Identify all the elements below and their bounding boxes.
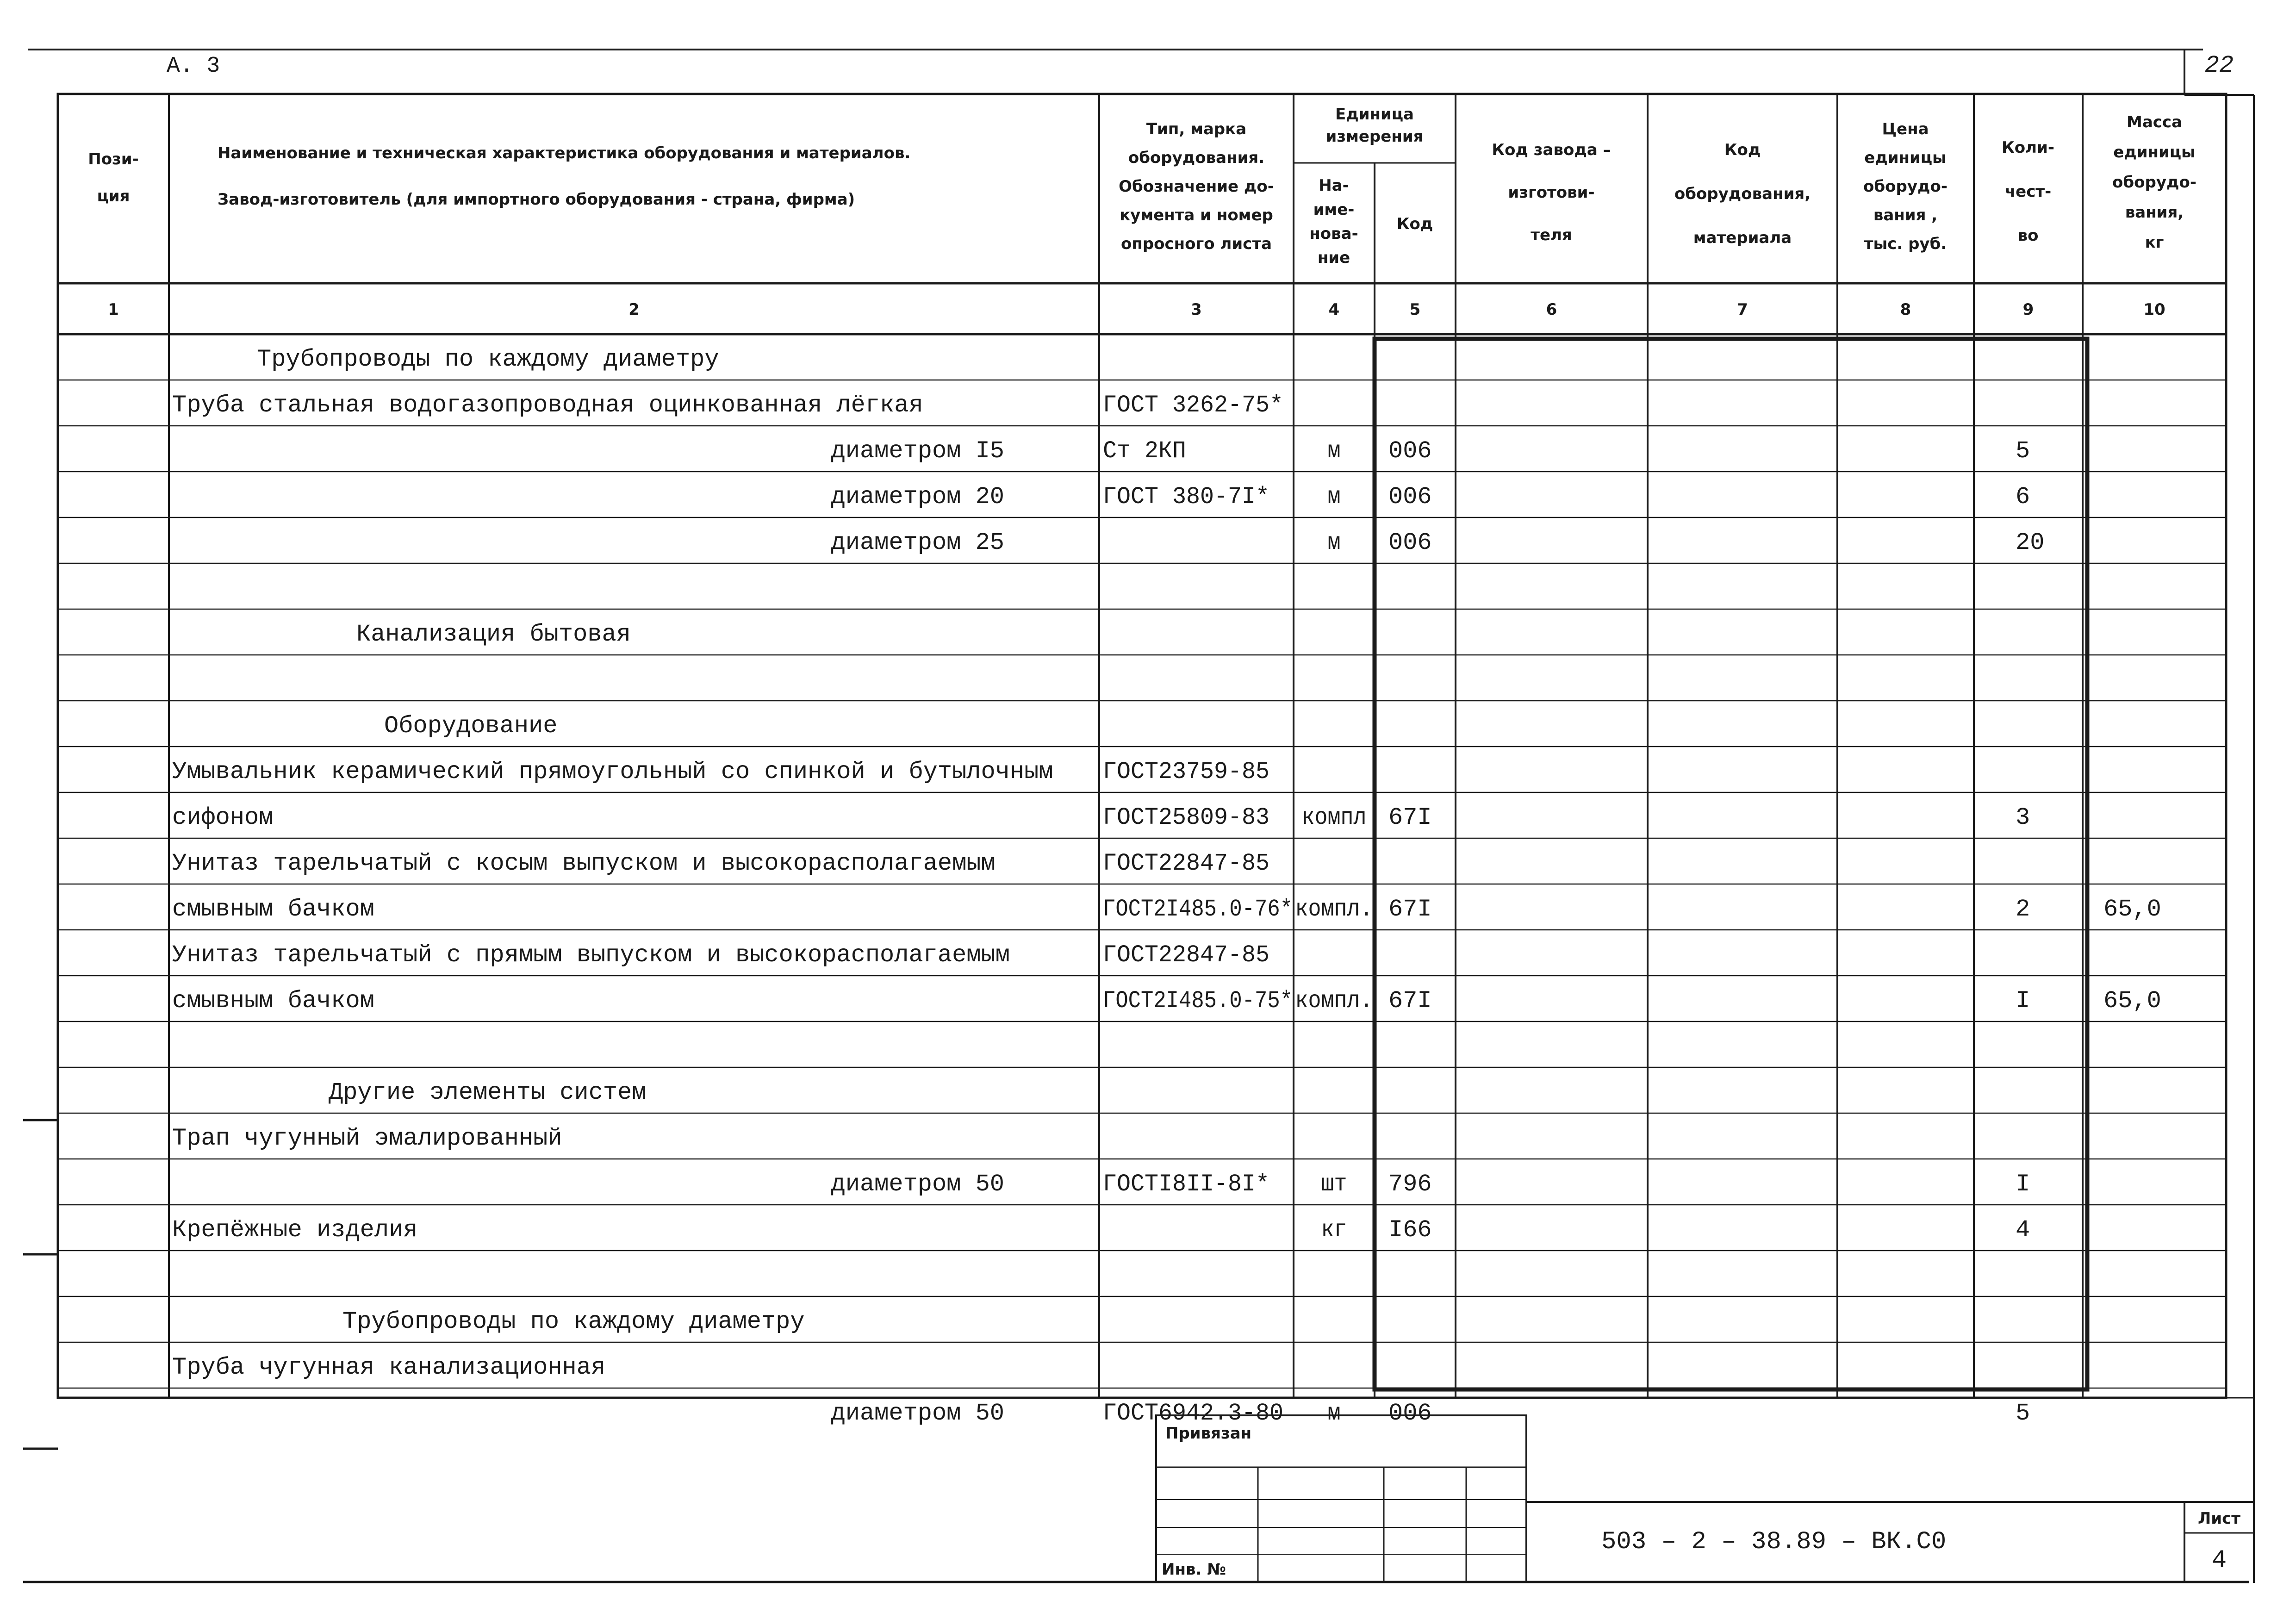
- column-number: 1: [108, 300, 119, 319]
- item-name: диаметром 50: [831, 1400, 1004, 1427]
- table-row: [172, 804, 2030, 831]
- item-unit: м: [1327, 1400, 1341, 1427]
- table-border: [58, 94, 2226, 1398]
- header-equipment-code: материала: [1693, 229, 1792, 247]
- item-unit: компл.: [1295, 896, 1373, 923]
- table-row: [172, 758, 1269, 785]
- item-name: Трубопроводы по каждому диаметру: [342, 1308, 805, 1335]
- item-document: ГОСТ25809-83: [1103, 804, 1269, 831]
- header-unit-name: нова-: [1309, 224, 1358, 243]
- header-mass: кг: [2145, 233, 2164, 252]
- item-quantity: I: [2016, 987, 2030, 1015]
- column-number: 2: [628, 300, 640, 319]
- item-document: ГОСТI8II-8I*: [1103, 1171, 1269, 1198]
- item-name: Унитаз тарельчатый с косым выпуском и высокорасполагаемым: [172, 850, 996, 877]
- header-unit-name: ние: [1317, 249, 1350, 267]
- item-document: ГОСТ22847-85: [1103, 850, 1269, 877]
- item-unit-code: 67I: [1388, 987, 1432, 1015]
- header-factory-code: теля: [1531, 226, 1572, 244]
- header-price: тыс. руб.: [1864, 235, 1947, 253]
- sheet-number: 4: [2211, 1546, 2227, 1575]
- item-unit-code: 006: [1388, 529, 1432, 556]
- item-name: Трап чугунный эмалированный: [172, 1125, 562, 1152]
- header-factory-code: Код завода –: [1492, 141, 1611, 159]
- column-number: 6: [1546, 300, 1557, 319]
- header-quantity: чест-: [2004, 182, 2052, 201]
- header-price: Цена: [1882, 120, 1929, 138]
- item-name: диаметром I5: [831, 437, 1004, 465]
- item-unit: шт: [1321, 1171, 1347, 1198]
- header-price: оборудо-: [1863, 177, 1948, 196]
- header-price: вания ,: [1873, 206, 1938, 224]
- table-row: [831, 483, 2030, 511]
- item-document: Ст 2КП: [1103, 437, 1186, 465]
- table-row: [172, 1354, 605, 1381]
- table-row: [831, 1400, 2030, 1427]
- header-mass: Масса: [2126, 113, 2183, 131]
- header-document: Обозначение до-: [1119, 177, 1274, 196]
- item-name: Труба стальная водогазопроводная оцинкованная лёгкая: [172, 392, 923, 419]
- header-document: опросного листа: [1120, 235, 1272, 253]
- item-document: ГОСТ23759-85: [1103, 758, 1269, 785]
- item-unit: компл.: [1295, 987, 1373, 1015]
- table-row: [172, 941, 1269, 969]
- item-mass: 65,0: [2103, 896, 2161, 923]
- table-row: [356, 621, 631, 648]
- item-document: ГОСТ2I485.0-76*: [1103, 896, 1293, 923]
- item-unit-code: 796: [1388, 1171, 1432, 1198]
- header-unit-name: име-: [1313, 200, 1355, 219]
- column-number: 3: [1191, 300, 1202, 319]
- item-name: Труба чугунная канализационная: [172, 1354, 606, 1381]
- item-unit-code: 67I: [1388, 896, 1432, 923]
- stamp-linked-label: Привязан: [1165, 1424, 1252, 1443]
- item-unit-code: 67I: [1388, 804, 1432, 831]
- table-row: [831, 1171, 2030, 1198]
- column-number: 4: [1328, 300, 1340, 319]
- column-number: 10: [2143, 300, 2165, 319]
- header-factory-code: изготови-: [1508, 183, 1595, 202]
- item-name: Оборудование: [384, 712, 558, 740]
- header-price: единицы: [1864, 149, 1947, 167]
- item-name: смывным бачком: [172, 987, 374, 1015]
- item-unit-code: 006: [1388, 437, 1432, 465]
- item-quantity: 6: [2016, 483, 2030, 511]
- header-document: Тип, марка: [1146, 120, 1247, 138]
- item-name: диаметром 50: [831, 1171, 1004, 1198]
- header-document: оборудования.: [1128, 149, 1265, 167]
- item-name: Другие элементы систем: [329, 1079, 647, 1106]
- table-row: [384, 712, 557, 740]
- item-quantity: 4: [2016, 1216, 2030, 1244]
- item-document: ГОСТ22847-85: [1103, 941, 1269, 969]
- item-document: ГОСТ 380-7I*: [1103, 483, 1269, 511]
- header-name: Завод-изготовитель (для импортного оборудования - страна, фирма): [218, 190, 855, 209]
- header-position: Пози-: [88, 150, 139, 168]
- header-unit-group: измерения: [1325, 127, 1424, 146]
- header-mass: единицы: [2113, 143, 2196, 162]
- table-row: [172, 987, 2161, 1015]
- bold-block: [1375, 339, 2087, 1389]
- header-position: ция: [97, 187, 130, 206]
- table-grid: [58, 94, 2226, 1398]
- item-document: ГОСТ2I485.0-75*: [1103, 987, 1293, 1015]
- table-row: [342, 1308, 805, 1335]
- item-quantity: 20: [2016, 529, 2045, 556]
- item-quantity: 2: [2016, 896, 2030, 923]
- table-header: [88, 105, 2196, 319]
- item-name: диаметром 20: [831, 483, 1004, 511]
- header-quantity: во: [2017, 226, 2039, 245]
- table-row: [831, 529, 2045, 556]
- document-code: 503 – 2 – 38.89 – ВК.С0: [1601, 1528, 1947, 1556]
- item-name: Умывальник керамический прямоугольный со спинкой и бутылочным: [172, 758, 1053, 785]
- header-equipment-code: Код: [1724, 141, 1761, 159]
- item-unit: м: [1327, 437, 1341, 465]
- table-row: [172, 392, 1283, 419]
- item-quantity: 3: [2016, 804, 2030, 831]
- column-number: 7: [1737, 300, 1748, 319]
- header-equipment-code: оборудования,: [1674, 185, 1811, 203]
- item-unit: компл: [1301, 804, 1367, 831]
- item-name: Канализация бытовая: [356, 621, 631, 648]
- table-row: [172, 1125, 562, 1152]
- item-name: сифоном: [172, 804, 274, 831]
- item-quantity: 5: [2016, 437, 2030, 465]
- item-unit-code: 006: [1388, 483, 1432, 511]
- header-mass: вания,: [2125, 203, 2184, 222]
- item-unit-code: 006: [1388, 1400, 1432, 1427]
- stamp-inv-label: Инв. №: [1162, 1560, 1226, 1579]
- item-unit: кг: [1321, 1216, 1347, 1244]
- item-quantity: 5: [2016, 1400, 2030, 1427]
- header-mass: оборудо-: [2112, 173, 2196, 192]
- item-unit: м: [1327, 529, 1341, 556]
- page-number-top: 22: [2204, 52, 2234, 79]
- column-number: 5: [1409, 300, 1421, 319]
- item-name: смывным бачком: [172, 896, 374, 923]
- item-mass: 65,0: [2103, 987, 2161, 1015]
- header-name: Наименование и техническая характеристика оборудования и материалов.: [218, 144, 911, 162]
- item-document: ГОСТ6942.3-80: [1103, 1400, 1283, 1427]
- column-number: 8: [1900, 300, 1911, 319]
- item-name: Крепёжные изделия: [172, 1216, 418, 1244]
- item-quantity: I: [2016, 1171, 2030, 1198]
- table-row: [257, 346, 719, 373]
- column-number: 9: [2022, 300, 2034, 319]
- sheet-label: Лист: [2198, 1509, 2240, 1528]
- corner-label: А. 3: [167, 54, 220, 79]
- header-unit-code: Код: [1396, 215, 1433, 233]
- item-name: диаметром 25: [831, 529, 1004, 556]
- item-unit-code: I66: [1388, 1216, 1432, 1244]
- item-unit: м: [1327, 483, 1341, 511]
- table-row: [831, 437, 2030, 465]
- table-row: [329, 1079, 647, 1106]
- header-document: кумента и номер: [1120, 206, 1273, 224]
- table-body: [172, 346, 2161, 1427]
- header-unit-group: Единица: [1335, 105, 1414, 124]
- title-block: [1156, 1415, 2254, 1582]
- item-document: ГОСТ 3262-75*: [1103, 392, 1283, 419]
- table-row: [172, 896, 2161, 923]
- table-row: [172, 1216, 2030, 1244]
- table-row: [172, 850, 1269, 877]
- header-quantity: Коли-: [2002, 138, 2054, 157]
- header-unit-name: На-: [1319, 176, 1349, 195]
- item-name: Трубопроводы по каждому диаметру: [257, 346, 719, 373]
- item-name: Унитаз тарельчатый с прямым выпуском и высокорасполагаемым: [172, 941, 1010, 969]
